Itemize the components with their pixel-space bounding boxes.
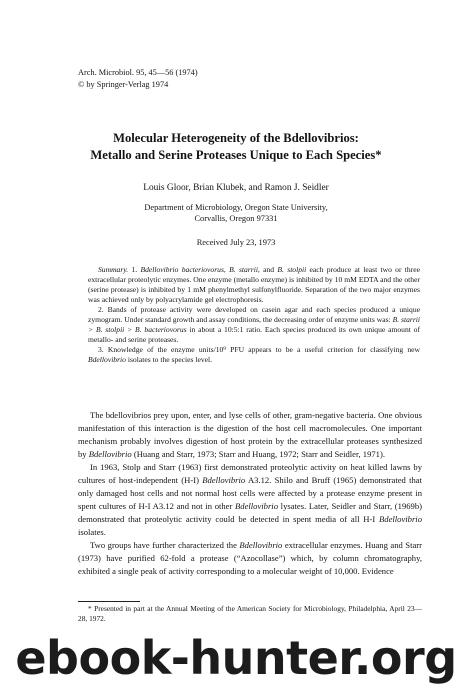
author-list: Louis Gloor, Brian Klubek, and Ramon J. Seidler [143,183,329,193]
summary-paragraph [88,345,420,365]
species-name: Bdellovibrio [239,540,283,550]
summary-text: and [259,265,278,274]
body-text-run: extracellular enzymes. Huang and Starr (1973) have purified 62-fold a protease (“Azocollase”) which, by column chromatography, exhibited a single peak of activity corresponding to a molecular weight of 10,000. Evidence [78,540,422,576]
summary-text: 3. Knowledge of the enzyme units/10⁹ PFU appears to be a useful criterion for classifying new [98,345,420,354]
journal-citation: Arch. Microbiol. 95, 45—56 (1974) [78,68,198,77]
footnote-divider [78,601,140,602]
body-text-run: isolates. [78,527,106,537]
journal-header [78,67,198,91]
body-paragraph [78,409,422,461]
affiliation-line-2: Corvallis, Oregon 97331 [194,214,278,223]
species-name: Bdellovibrio [88,355,126,364]
summary-paragraph [88,265,420,305]
summary-text: isolates to the species level. [125,355,213,364]
species-name: Bdellovibrio [202,475,246,485]
affiliation [0,202,472,224]
received-date: Received July 23, 1973 [196,238,276,247]
title-line-2: Metallo and Serine Proteases Unique to Each Species* [90,148,382,162]
body-text-run: In 1963, Stolp and Starr (1963) first demonstrated proteolytic activity on heat killed lawns by cultures of host-independent (H-I) [78,462,422,485]
body-text [78,409,422,578]
summary-text: 1. [128,265,141,274]
watermark-text: ebook-hunter.org [15,631,457,685]
summary-text: in about a 10:5:1 ratio. Each species produced its own unique amount of metallo- and serine proteases. [88,325,420,344]
species-name: Bdellovibrio [88,449,132,459]
affiliation-line-1: Department of Microbiology, Oregon State University, [144,203,328,212]
species-name: B. stolpii [277,265,307,274]
body-text-run: lysates. Later, Seidler and Starr, (1969b) demonstrated that proteolytic activity could be detected in spent media of all H-I [78,501,422,524]
species-name: B. starrii > B. stolpii > B. bacteriovorus [88,315,420,334]
footnote [78,604,422,624]
species-name: Bdellovibrio [235,501,278,511]
body-text-run: A3.12. Shilo and Bruff (1965) demonstrated that only damaged host cells and not normal host cells were affected by a protease enzyme present in spent cultures of H-I A3.12 and not in other [78,475,422,511]
body-paragraph [78,461,422,539]
summary-text: 2. Bands of protease activity were developed on casein agar and each species produced a unique zymogram. Under standard growth and assay conditions, the decreasing order of enzyme units was: [88,305,420,324]
species-name: Bdellovibrio [379,514,422,524]
paper-title [40,130,432,164]
summary-text: each produce at least two or three extracellular proteolytic enzymes. One enzyme (metallo enzyme) is inhibited by 10 mM EDTA and the other (serine protease) is inhibited by 1 mM phenylmethyl sulfonylfluoride. Separation of the two major enzymes was achieved only by polyacrylamide gel electrophoresis. [88,265,420,304]
journal-copyright: © by Springer-Verlag 1974 [78,80,169,89]
footnote-text: * Presented in part at the Annual Meeting of the American Society for Microbiology, Philadelphia, April 23—28, 1972. [78,604,422,623]
body-text-run: (Huang and Starr, 1973; Starr and Huang, 1972; Starr and Seidler, 1971). [131,449,385,459]
body-text-run: The bdellovibrios prey upon, enter, and lyse cells of other, gram-negative bacteria. One obvious manifestation of this interaction is the digestion of the host cell macromolecules. One important mechanism probably involves digestion of host protein by the extracellular proteases synthesized by [78,410,422,459]
summary-label: Summary. [98,265,129,274]
summary-paragraph [88,305,420,345]
summary-section [88,265,420,365]
species-name: Bdellovibrio bacteriovorus, B. starrii, [140,265,260,274]
body-text-run: Two groups have further characterized the [90,540,240,550]
body-paragraph [78,539,422,578]
title-line-1: Molecular Heterogeneity of the Bdellovibrios: [113,131,359,145]
